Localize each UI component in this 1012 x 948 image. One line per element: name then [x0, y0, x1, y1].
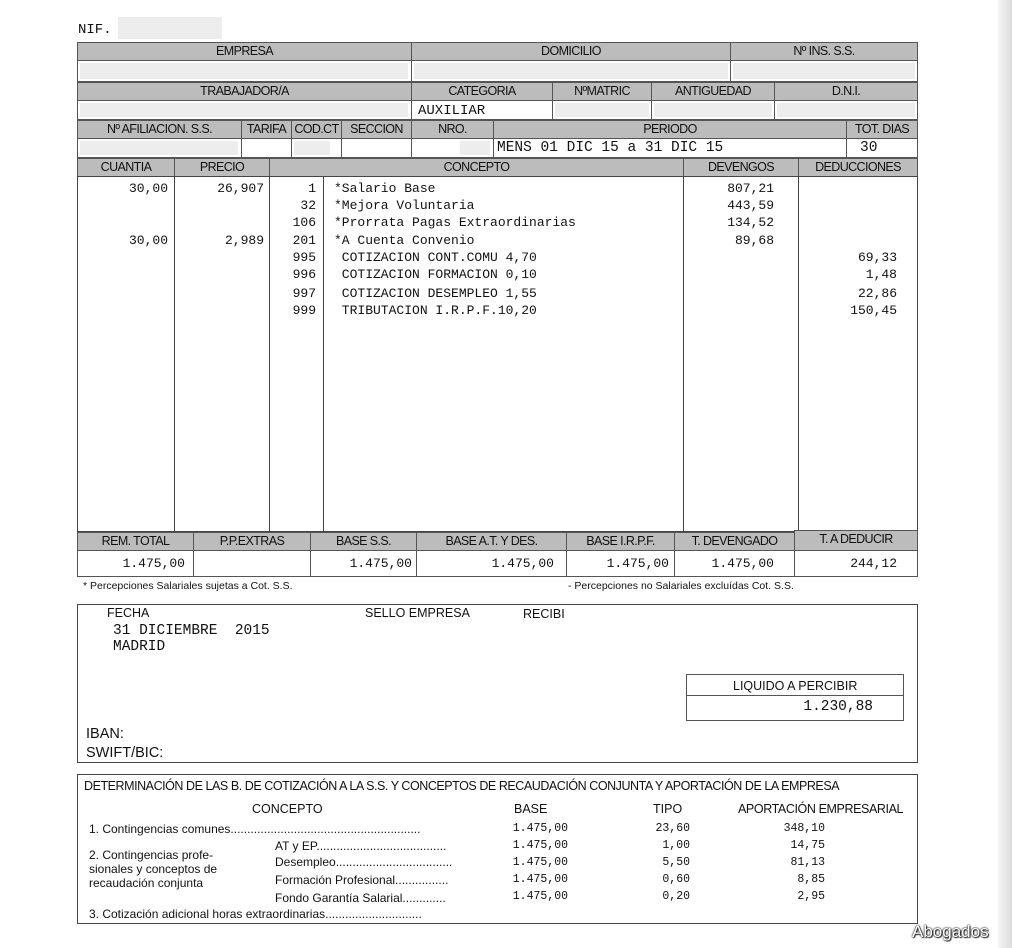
nro-redacted — [460, 141, 490, 155]
sub-desempleo: Desempleo................................... — [275, 855, 453, 869]
tarifa-header: TARIFA — [241, 120, 292, 139]
precio-header: PRECIO — [174, 158, 270, 177]
base-ss-value: 1.475,00 — [349, 556, 412, 571]
rem-total-value: 1.475,00 — [122, 556, 185, 571]
ins-ss-header: Nº INS. S.S. — [730, 42, 918, 61]
fecha-label: FECHA — [107, 606, 150, 620]
det-base: 1.475,00 — [512, 873, 568, 886]
nif-label: NIF. — [78, 22, 112, 38]
t-deducir-header: T. A DEDUCIR — [794, 530, 918, 551]
col-divider-cuantia — [174, 176, 175, 532]
row-devengo: 134,52 — [727, 215, 774, 230]
empresa-header: EMPRESA — [77, 42, 412, 61]
antiguedad-redacted — [654, 103, 772, 117]
lugar-value: MADRID — [113, 639, 166, 655]
t-deducir-value: 244,12 — [850, 556, 897, 571]
nmatric-redacted — [555, 103, 649, 117]
col-divider-code — [323, 176, 324, 532]
row-concepto: COTIZACION DESEMPLEO 1,55 — [334, 286, 537, 301]
row-code: 201 — [292, 233, 316, 248]
row-deduccion: 69,33 — [857, 250, 897, 265]
det-aportacion: 348,10 — [783, 822, 825, 835]
dni-header: D.N.I. — [774, 82, 918, 101]
t-devengado-value: 1.475,00 — [711, 556, 774, 571]
row-concepto: COTIZACION CONT.COMU 4,70 — [334, 250, 537, 265]
row-cuantia: 30,00 — [128, 233, 168, 248]
tarifa-value — [241, 138, 292, 158]
item-contingencias-profesionales-2: sionales y conceptos de — [89, 862, 218, 876]
pp-extras-header: P.P.EXTRAS — [193, 532, 311, 551]
seccion-header: SECCION — [341, 120, 412, 139]
domicilio-redacted — [414, 63, 728, 79]
det-tipo: 5,50 — [662, 856, 690, 869]
codct-header: COD.CT — [291, 120, 342, 139]
row-devengo: 443,59 — [727, 198, 774, 213]
codct-redacted — [294, 141, 330, 155]
nro-header: NRO. — [411, 120, 494, 139]
row-code: 106 — [292, 215, 316, 230]
liquido-value: 1.230,88 — [803, 699, 873, 715]
domicilio-header: DOMICILIO — [411, 42, 731, 61]
determinacion-title: DETERMINACIÓN DE LAS B. DE COTIZACIÓN A LA S.S. Y CONCEPTOS DE RECAUDACIÓN CONJUNTA Y APORTACIÓN DE LA EMPRESA — [84, 779, 840, 793]
row-precio: 2,989 — [224, 233, 264, 248]
tot-dias-value-cell — [846, 138, 918, 158]
base-irpf-header: BASE I.R.P.F. — [566, 532, 675, 551]
devengos-header: DEVENGOS — [683, 158, 799, 177]
dni-redacted — [777, 103, 915, 117]
rem-total-header: REM. TOTAL — [77, 532, 194, 551]
row-deduccion: 22,86 — [857, 286, 897, 301]
periodo-header: PERIODO — [493, 120, 847, 139]
trabajador-header: TRABAJADOR/A — [77, 82, 412, 101]
det-aportacion: 2,95 — [797, 890, 825, 903]
row-cuantia: 30,00 — [128, 181, 168, 196]
row-code: 997 — [292, 286, 316, 301]
row-deduccion: 1,48 — [865, 267, 897, 282]
row-concepto: *A Cuenta Convenio — [334, 233, 475, 248]
empresa-redacted — [80, 63, 408, 79]
row-devengo: 89,68 — [734, 233, 774, 248]
row-code: 995 — [292, 250, 316, 265]
row-code: 996 — [292, 267, 316, 282]
fecha-value: 31 DICIEMBRE 2015 — [113, 623, 270, 639]
det-base: 1.475,00 — [512, 822, 568, 835]
row-concepto: *Salario Base — [334, 181, 436, 196]
seccion-value — [341, 138, 412, 158]
base-at-header: BASE A.T. Y DES. — [416, 532, 567, 551]
ins-ss-redacted — [733, 63, 915, 79]
row-precio: 26,907 — [217, 181, 264, 196]
footnote-salariales: * Percepciones Salariales sujetas a Cot. S.S. — [83, 580, 293, 592]
categoria-value: AUXILIAR — [418, 103, 486, 119]
row-devengo: 807,21 — [727, 181, 774, 196]
tot-dias-value: 30 — [860, 140, 878, 156]
det-tipo: 0,20 — [662, 890, 690, 903]
det-tipo: 23,60 — [655, 822, 690, 835]
det-base: 1.475,00 — [512, 890, 568, 903]
sub-formacion: Formación Profesional................ — [275, 873, 449, 887]
row-concepto: *Mejora Voluntaria — [334, 198, 475, 213]
col-divider-devengos — [798, 176, 799, 532]
afiliacion-redacted — [80, 141, 238, 155]
det-base: 1.475,00 — [512, 856, 568, 869]
row-code: 32 — [300, 198, 316, 213]
col-divider-concepto — [683, 176, 684, 532]
base-ss-header: BASE S.S. — [310, 532, 417, 551]
swift-label: SWIFT/BIC: — [86, 745, 164, 761]
det-aportacion: 14,75 — [790, 839, 825, 852]
nif-redacted — [118, 17, 222, 39]
base-irpf-value: 1.475,00 — [606, 556, 669, 571]
iban-label: IBAN: — [86, 726, 124, 742]
det-tipo: 1,00 — [662, 839, 690, 852]
nmatric-header: NºMATRIC — [552, 82, 652, 101]
det-aportacion: 81,13 — [790, 856, 825, 869]
pp-extras-cell — [193, 550, 311, 577]
item-contingencias-comunes: 1. Contingencias comunes......................................................... — [89, 822, 421, 836]
col-aportacion-label: APORTACIÓN EMPRESARIAL — [738, 802, 904, 816]
afiliacion-header: Nº AFILIACION. S.S. — [77, 120, 242, 139]
row-concepto: TRIBUTACION I.R.P.F.10,20 — [334, 303, 537, 318]
recibi-label: RECIBI — [523, 607, 565, 621]
tot-dias-header: TOT. DIAS — [846, 120, 918, 139]
sub-at-ep: AT y EP....................................... — [275, 839, 447, 853]
row-concepto: COTIZACION FORMACION 0,10 — [334, 267, 537, 282]
sello-empresa-label: SELLO EMPRESA — [365, 606, 470, 620]
row-code: 1 — [308, 181, 316, 196]
row-code: 999 — [292, 303, 316, 318]
col-concepto-label: CONCEPTO — [252, 802, 323, 816]
liquido-label: LIQUIDO A PERCIBIR — [733, 679, 858, 693]
row-concepto: *Prorrata Pagas Extraordinarias — [334, 215, 576, 230]
col-tipo-label: TIPO — [653, 802, 683, 816]
col-base-label: BASE — [514, 802, 548, 816]
watermark: Abogados — [912, 922, 989, 941]
concepto-header: CONCEPTO — [269, 158, 684, 177]
det-aportacion: 8,85 — [797, 873, 825, 886]
antiguedad-header: ANTIGUEDAD — [651, 82, 775, 101]
row-deduccion: 150,45 — [850, 303, 897, 318]
categoria-header: CATEGORIA — [411, 82, 553, 101]
t-devengado-header: T. DEVENGADO — [674, 532, 795, 551]
det-base: 1.475,00 — [512, 839, 568, 852]
footnote-no-salariales: - Percepciones no Salariales excluídas Cot. S.S. — [568, 580, 794, 592]
col-divider-precio — [269, 176, 270, 532]
page-edge-shadow — [998, 0, 1012, 948]
item-horas-extraordinarias: 3. Cotización adicional horas extraordinarias............................. — [89, 907, 422, 921]
base-at-value: 1.475,00 — [491, 556, 554, 571]
trabajador-redacted — [80, 103, 408, 117]
periodo-value: MENS 01 DIC 15 a 31 DIC 15 — [497, 140, 724, 156]
item-contingencias-profesionales-3: recaudación conjunta — [89, 876, 204, 890]
deducciones-header: DEDUCCIONES — [798, 158, 918, 177]
det-tipo: 0,60 — [662, 873, 690, 886]
item-contingencias-profesionales-1: 2. Contingencias profe- — [89, 848, 214, 862]
cuantia-header: CUANTIA — [77, 158, 175, 177]
sub-fondo-garantia: Fondo Garantía Salarial............. — [275, 891, 446, 905]
